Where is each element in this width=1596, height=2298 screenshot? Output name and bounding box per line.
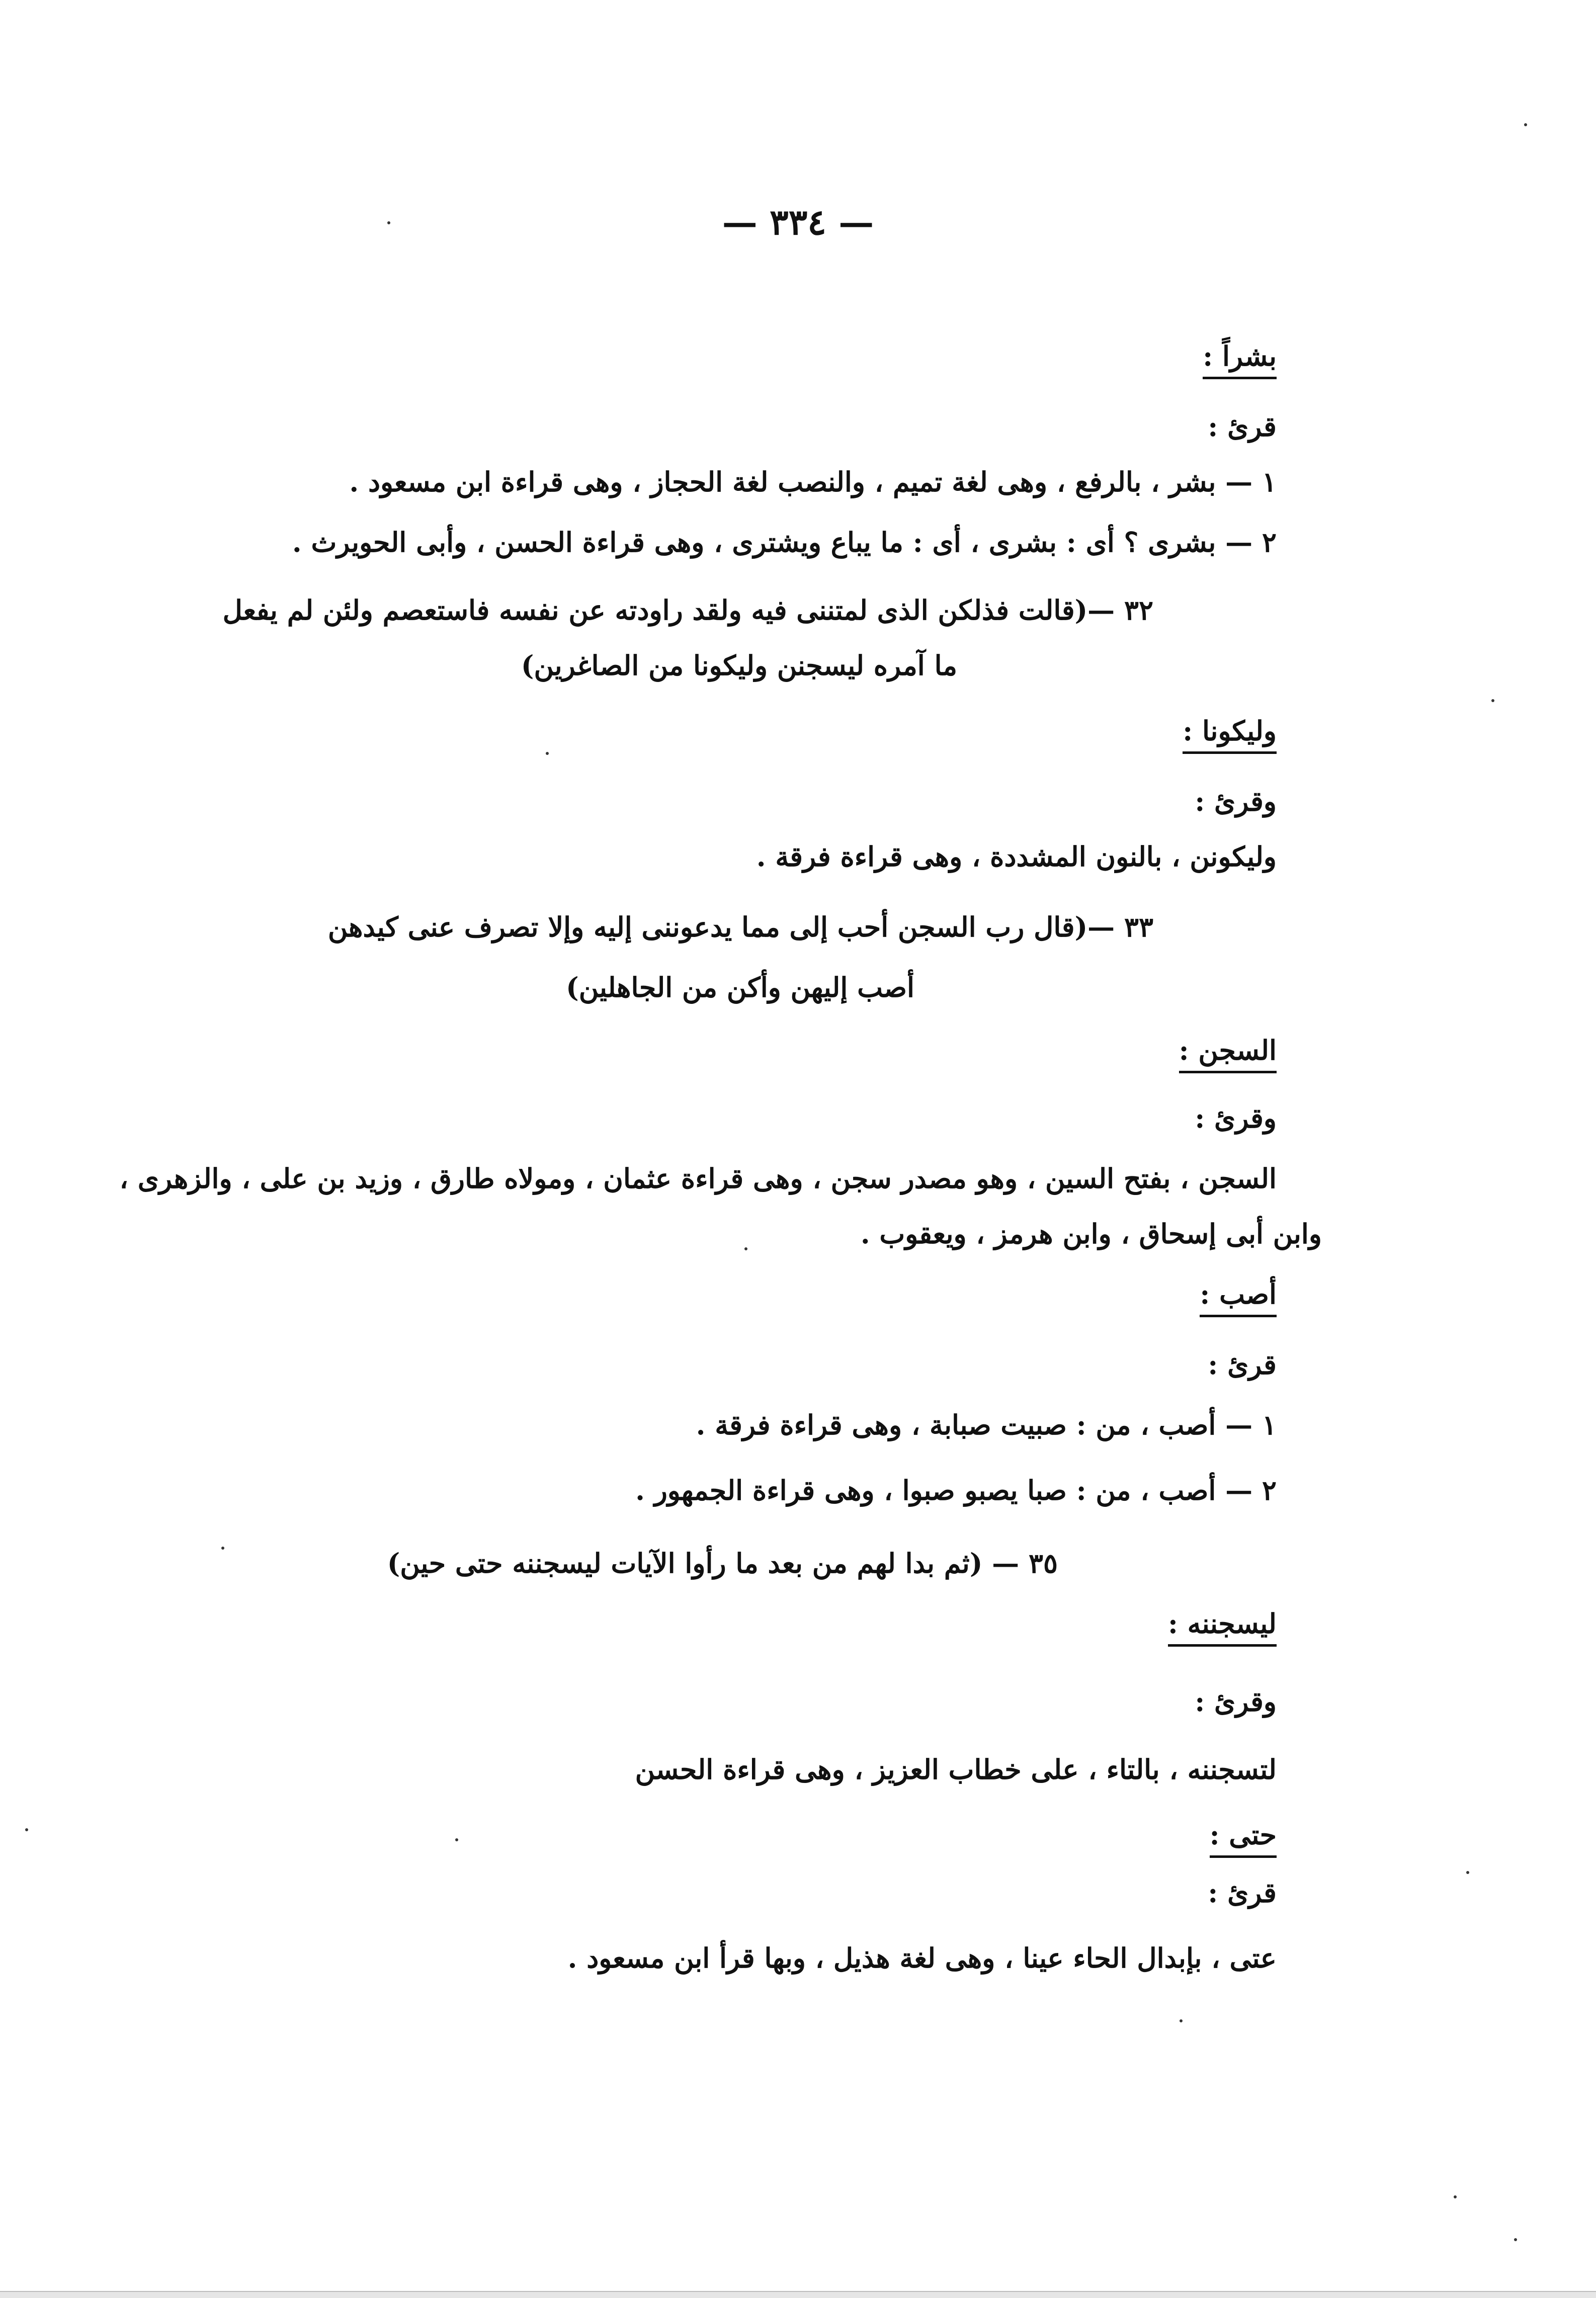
scan-speck (1180, 2019, 1183, 2022)
reading-label: قرئ : (1208, 1348, 1277, 1381)
reading-line: ١ — بشر ، بالرفع ، وهى لغة تميم ، والنصب لغة الحجاز ، وهى قراءة ابن مسعود . (349, 466, 1277, 498)
verse-32-line-1: ٣٢ —(قالت فذلكن الذى لمتننى فيه ولقد راودته عن نفسه فاستعصم ولئن لم يفعل (222, 594, 1153, 626)
verse-32-line-2: ما آمره ليسجنن وليكونا من الصاغرين) (521, 649, 957, 682)
reading-line: لتسجننه ، بالتاء ، على خطاب العزيز ، وهى قراءة الحسن (635, 1753, 1277, 1785)
reading-line-continuation: وابن أبى إسحاق ، وابن هرمز ، ويعقوب . (860, 1218, 1322, 1250)
verse-35-line-1: ٣٥ — (ثم بدا لهم من بعد ما رأوا الآيات ليسجننه حتى حين) (387, 1547, 1058, 1579)
reading-line: عتى ، بإبدال الحاء عينا ، وهى لغة هذيل ، وبها قرأ ابن مسعود . (567, 1942, 1277, 1974)
entry-heading-hatta: حتى : (1210, 1818, 1277, 1858)
scan-speck (221, 1547, 224, 1550)
scan-speck (455, 1838, 458, 1841)
reading-label: وقرئ : (1195, 1102, 1277, 1134)
reading-line: ٢ — أصب ، من : صبا يصبو صبوا ، وهى قراءة الجمهور . (635, 1474, 1277, 1506)
page-number: — ٣٣٤ — (722, 201, 874, 243)
scan-speck (1491, 699, 1494, 702)
entry-heading-bushra: بشراً : (1203, 339, 1277, 379)
reading-label: قرئ : (1208, 1877, 1277, 1909)
scan-speck (1514, 2238, 1517, 2241)
scan-speck (25, 1828, 28, 1831)
scan-speck (387, 221, 390, 224)
reading-label: وقرئ : (1195, 785, 1277, 817)
scan-speck (1454, 2195, 1457, 2198)
reading-line: السجن ، بفتح السين ، وهو مصدر سجن ، وهى قراءة عثمان ، ومولاه طارق ، وزيد بن على ، والزهرى ، (119, 1162, 1277, 1195)
verse-33-line-1: ٣٣ —(قال رب السجن أحب إلى مما يدعوننى إليه وإلا تصرف عنى كيدهن (327, 911, 1153, 943)
reading-label: قرئ : (1208, 410, 1277, 443)
scan-speck (546, 752, 549, 755)
reading-line: ٢ — بشرى ؟ أى : بشرى ، أى : ما يباع ويشترى ، وهى قراءة الحسن ، وأبى الحويرث . (292, 526, 1277, 558)
entry-heading-layasjununnahu: ليسجننه : (1168, 1607, 1277, 1647)
scan-speck (744, 1247, 747, 1250)
entry-heading-walyakuna: وليكونا : (1183, 714, 1277, 754)
reading-line: ١ — أصب ، من : صبيت صبابة ، وهى قراءة فرقة . (696, 1409, 1277, 1441)
reading-label: وقرئ : (1195, 1685, 1277, 1718)
reading-line: وليكونن ، بالنون المشددة ، وهى قراءة فرقة . (756, 840, 1277, 873)
verse-33-line-2: أصب إليهن وأكن من الجاهلين) (566, 971, 914, 1003)
entry-heading-alsijn: السجن : (1179, 1034, 1277, 1073)
scan-speck (1466, 1871, 1469, 1874)
scan-speck (1524, 123, 1527, 126)
entry-heading-asbu: أصب : (1200, 1278, 1277, 1317)
